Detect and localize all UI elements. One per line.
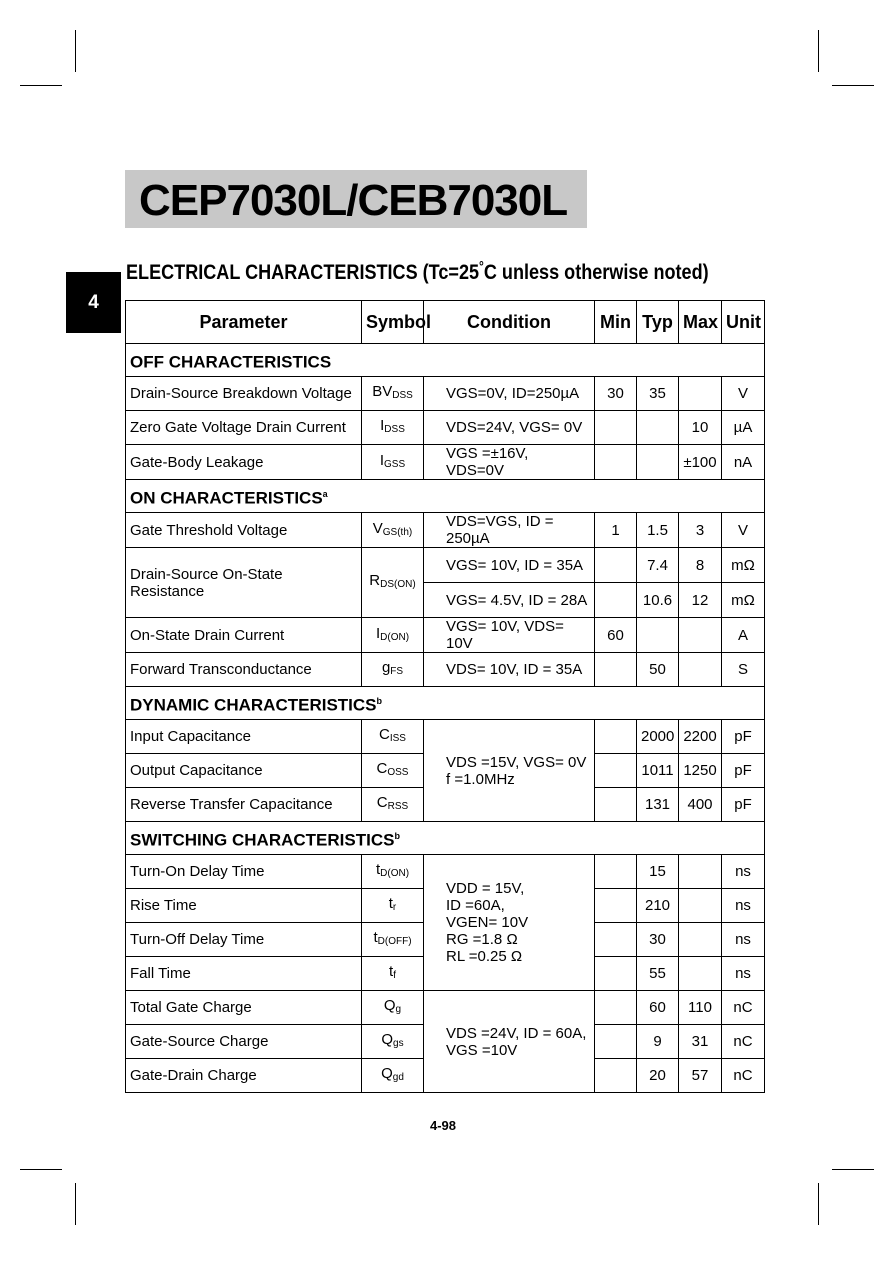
unit-cell: nA [722, 445, 765, 480]
param-cell: Drain-Source Breakdown Voltage [126, 377, 362, 411]
symbol-sub: RSS [387, 801, 409, 812]
condition-cell-capacitance [424, 720, 595, 822]
condition-line: RG =1.8 Ω [446, 931, 518, 948]
section-off-label [126, 344, 765, 377]
max-cell [679, 653, 722, 687]
param-cell: Fall Time [126, 957, 362, 991]
condition-line: VGS =10V [446, 1041, 518, 1059]
symbol-cell [362, 618, 424, 653]
typ-cell: 15 [637, 855, 679, 889]
min-cell [595, 889, 637, 923]
crop-mark [20, 85, 62, 86]
section-label: SWITCHING CHARACTERISTICS [130, 830, 395, 850]
unit-cell: ns [722, 889, 765, 923]
electrical-characteristics-table [125, 300, 765, 1093]
max-cell: 57 [679, 1059, 722, 1093]
param-cell: Gate-Body Leakage [126, 445, 362, 480]
table-row [126, 377, 765, 411]
symbol-main: t [373, 929, 378, 946]
unit-cell: µA [722, 411, 765, 445]
section-on-label [126, 480, 765, 513]
unit-cell: ns [722, 923, 765, 957]
symbol-sub: OSS [387, 767, 409, 778]
min-cell [595, 754, 637, 788]
symbol-main: C [376, 794, 388, 811]
section-tab [66, 272, 121, 333]
condition-line: VDS =24V, ID = 60A, [446, 1024, 587, 1042]
param-cell: Turn-On Delay Time [126, 855, 362, 889]
symbol-cell [362, 377, 424, 411]
unit-cell: A [722, 618, 765, 653]
header-condition: Condition [424, 301, 595, 344]
max-cell: 12 [679, 583, 722, 618]
condition-line: VDS =15V, VGS= 0V [446, 753, 587, 771]
symbol-sub: r [392, 902, 397, 913]
condition-cell-switching [424, 855, 595, 991]
table-row [126, 720, 765, 754]
section-label: DYNAMIC CHARACTERISTICS [130, 695, 377, 715]
header-unit: Unit [722, 301, 765, 344]
symbol-cell [362, 653, 424, 687]
condition-cell: VDS=24V, VGS= 0V [424, 411, 595, 445]
unit-cell: nC [722, 991, 765, 1025]
symbol-cell [362, 548, 424, 618]
symbol-sub: D(ON) [380, 631, 410, 643]
page-title: CEP7030L/CEB7030L [139, 176, 568, 225]
unit-cell: mΩ [722, 548, 765, 583]
crop-mark [75, 30, 76, 72]
symbol-cell [362, 788, 424, 822]
table-header-row [126, 301, 765, 344]
section-note: b [376, 695, 382, 706]
max-cell: 10 [679, 411, 722, 445]
symbol-main: Q [383, 997, 396, 1014]
symbol-main: C [376, 760, 388, 777]
min-cell: 60 [595, 618, 637, 653]
param-cell: Output Capacitance [126, 754, 362, 788]
symbol-cell [362, 720, 424, 754]
section-row [126, 480, 765, 513]
symbol-cell [362, 957, 424, 991]
param-cell: Gate-Source Charge [126, 1025, 362, 1059]
min-cell [595, 583, 637, 618]
symbol-main: Q [381, 1065, 393, 1082]
symbol-cell [362, 513, 424, 548]
symbol-cell [362, 754, 424, 788]
table-row [126, 855, 765, 889]
symbol-sub: g [395, 1004, 402, 1015]
unit-cell: pF [722, 788, 765, 822]
min-cell [595, 548, 637, 583]
section-label: ON CHARACTERISTICS [130, 488, 323, 508]
unit-cell: pF [722, 754, 765, 788]
max-cell: 1250 [679, 754, 722, 788]
max-cell [679, 855, 722, 889]
param-cell: Gate Threshold Voltage [126, 513, 362, 548]
table-row [126, 991, 765, 1025]
symbol-cell [362, 1025, 424, 1059]
min-cell [595, 445, 637, 480]
header-typ: Typ [637, 301, 679, 344]
min-cell: 30 [595, 377, 637, 411]
typ-cell: 50 [637, 653, 679, 687]
crop-mark [832, 85, 874, 86]
min-cell [595, 923, 637, 957]
condition-cell: VGS= 10V, VDS= 10V [424, 618, 595, 653]
condition-cell: VGS=0V, ID=250µA [424, 377, 595, 411]
condition-cell: VDS=VGS, ID = 250µA [424, 513, 595, 548]
typ-cell: 1.5 [637, 513, 679, 548]
page-number: 4-98 [430, 1118, 457, 1133]
typ-cell: 55 [637, 957, 679, 991]
symbol-main: t [389, 963, 394, 980]
section-dynamic-label [126, 687, 765, 720]
unit-cell: mΩ [722, 583, 765, 618]
min-cell [595, 720, 637, 754]
header-symbol: Symbol [362, 301, 424, 344]
max-cell [679, 618, 722, 653]
param-cell: Gate-Drain Charge [126, 1059, 362, 1093]
crop-mark [832, 1169, 874, 1170]
table-row [126, 653, 765, 687]
unit-cell: ns [722, 855, 765, 889]
condition-line: ID =60A, [446, 897, 505, 914]
section-note: a [322, 488, 328, 499]
min-cell [595, 957, 637, 991]
header-max: Max [679, 301, 722, 344]
typ-cell: 9 [637, 1025, 679, 1059]
max-cell: ±100 [679, 445, 722, 480]
section-row [126, 687, 765, 720]
symbol-sub: gs [393, 1038, 404, 1049]
typ-cell: 2000 [637, 720, 679, 754]
condition-line: VGEN= 10V [446, 914, 529, 931]
typ-cell: 1011 [637, 754, 679, 788]
header-min: Min [595, 301, 637, 344]
section-switching-label [126, 822, 765, 855]
min-cell [595, 855, 637, 889]
min-cell [595, 1059, 637, 1093]
symbol-main: Q [381, 1031, 394, 1048]
max-cell [679, 889, 722, 923]
condition-cell: VDS= 10V, ID = 35A [424, 653, 595, 687]
crop-mark [20, 1169, 62, 1170]
max-cell [679, 957, 722, 991]
symbol-main: V [372, 519, 383, 537]
condition-cell-charge [424, 991, 595, 1093]
symbol-cell [362, 991, 424, 1025]
condition-cell: VGS= 10V, ID = 35A [424, 548, 595, 583]
typ-cell: 30 [637, 923, 679, 957]
max-cell [679, 923, 722, 957]
symbol-sub: GSS [384, 458, 406, 470]
condition-line: VDD = 15V, [446, 880, 525, 897]
param-cell: Total Gate Charge [126, 991, 362, 1025]
table-row [126, 618, 765, 653]
param-cell: Input Capacitance [126, 720, 362, 754]
symbol-sub: DSS [392, 390, 413, 401]
table-row [126, 548, 765, 583]
symbol-main: BV [372, 383, 393, 400]
symbol-main: t [375, 861, 381, 878]
symbol-sub: FS [390, 666, 404, 677]
symbol-cell [362, 1059, 424, 1093]
symbol-sub: ISS [389, 733, 406, 744]
condition-cell: VGS= 4.5V, ID = 28A [424, 583, 595, 618]
param-cell: Turn-Off Delay Time [126, 923, 362, 957]
min-cell [595, 788, 637, 822]
symbol-sub: f [393, 970, 396, 981]
symbol-main: g [381, 659, 391, 676]
section-heading [126, 258, 709, 285]
table-row [126, 411, 765, 445]
section-row [126, 344, 765, 377]
symbol-sub: D(ON) [380, 868, 410, 879]
header-parameter: Parameter [126, 301, 362, 344]
param-cell: Zero Gate Voltage Drain Current [126, 411, 362, 445]
section-row [126, 822, 765, 855]
title-banner [125, 170, 587, 228]
max-cell [679, 377, 722, 411]
symbol-sub: gd [392, 1072, 404, 1083]
symbol-main: I [380, 417, 385, 434]
min-cell [595, 991, 637, 1025]
typ-cell: 35 [637, 377, 679, 411]
min-cell [595, 653, 637, 687]
condition-line: RL =0.25 Ω [446, 948, 523, 965]
max-cell: 8 [679, 548, 722, 583]
symbol-sub: DSS [384, 424, 405, 435]
param-cell: Drain-Source On-State Resistance [126, 548, 362, 618]
typ-cell: 7.4 [637, 548, 679, 583]
symbol-cell [362, 923, 424, 957]
typ-cell: 210 [637, 889, 679, 923]
typ-cell [637, 618, 679, 653]
symbol-sub: GS(th) [382, 526, 413, 538]
param-cell: On-State Drain Current [126, 618, 362, 653]
crop-mark [818, 1183, 819, 1225]
typ-cell [637, 411, 679, 445]
symbol-main: I [379, 451, 385, 469]
degree-symbol: ° [479, 258, 484, 274]
max-cell: 2200 [679, 720, 722, 754]
section-tab-label: 4 [88, 291, 99, 313]
symbol-cell [362, 445, 424, 480]
section-note: b [394, 830, 400, 841]
heading-suffix: C unless otherwise noted) [483, 261, 709, 284]
table-row [126, 445, 765, 480]
unit-cell: V [722, 513, 765, 548]
param-cell: Reverse Transfer Capacitance [126, 788, 362, 822]
symbol-main: R [369, 572, 381, 589]
symbol-main: I [375, 624, 381, 642]
param-cell: Forward Transconductance [126, 653, 362, 687]
symbol-sub: D(OFF) [377, 936, 412, 947]
max-cell: 31 [679, 1025, 722, 1059]
table-row [126, 513, 765, 548]
symbol-cell [362, 855, 424, 889]
unit-cell: S [722, 653, 765, 687]
typ-cell: 60 [637, 991, 679, 1025]
crop-mark [75, 1183, 76, 1225]
heading-prefix: ELECTRICAL CHARACTERISTICS (Tc=25 [126, 261, 480, 284]
typ-cell: 10.6 [637, 583, 679, 618]
section-label: OFF CHARACTERISTICS [130, 352, 332, 372]
min-cell: 1 [595, 513, 637, 548]
symbol-main: C [379, 726, 390, 743]
min-cell [595, 1025, 637, 1059]
symbol-main: t [388, 895, 393, 912]
symbol-cell [362, 889, 424, 923]
condition-line: f =1.0MHz [446, 770, 515, 788]
param-cell: Rise Time [126, 889, 362, 923]
symbol-sub: DS(ON) [380, 579, 416, 590]
max-cell: 3 [679, 513, 722, 548]
unit-cell: ns [722, 957, 765, 991]
symbol-cell [362, 411, 424, 445]
max-cell: 400 [679, 788, 722, 822]
typ-cell [637, 445, 679, 480]
condition-cell: VGS =±16V, VDS=0V [424, 445, 595, 480]
unit-cell: pF [722, 720, 765, 754]
typ-cell: 20 [637, 1059, 679, 1093]
typ-cell: 131 [637, 788, 679, 822]
unit-cell: nC [722, 1059, 765, 1093]
min-cell [595, 411, 637, 445]
max-cell: 110 [679, 991, 722, 1025]
crop-mark [818, 30, 819, 72]
unit-cell: nC [722, 1025, 765, 1059]
unit-cell: V [722, 377, 765, 411]
